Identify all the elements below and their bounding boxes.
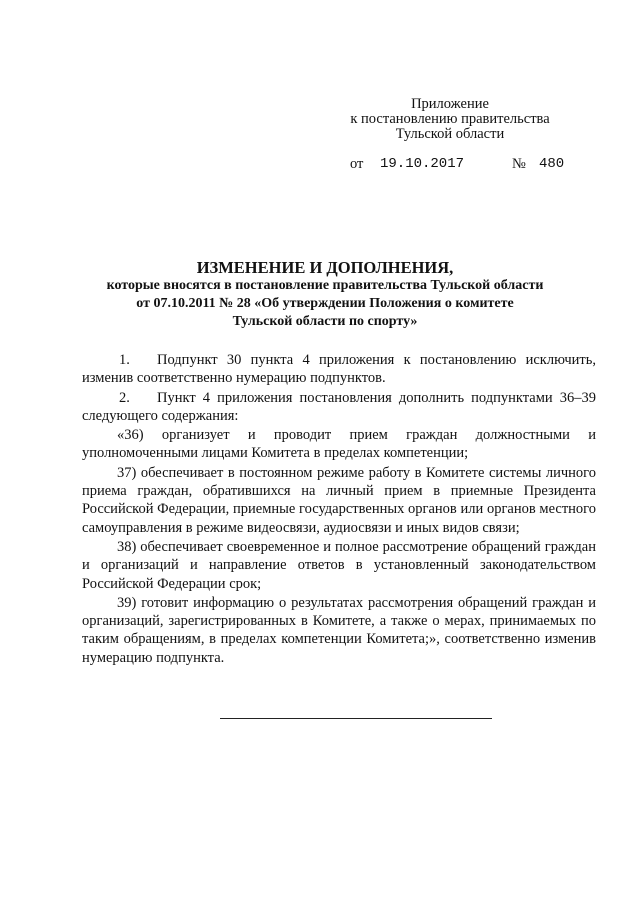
appendix-title: Приложение	[411, 96, 489, 112]
order-date: 19.10.2017	[380, 156, 465, 172]
paragraph-item-2	[82, 389, 596, 426]
item-text: Подпункт 30 пункта 4 приложения к постановлению исключить, изменив соответственно нумерацию подпунктов.	[82, 352, 596, 387]
appendix-reference: к постановлению правительства	[350, 111, 550, 127]
closing-divider	[220, 718, 492, 719]
item-number: 1.	[119, 352, 130, 368]
document-title	[60, 259, 590, 331]
order-number: 480	[539, 156, 565, 172]
appendix-header	[330, 97, 570, 142]
title-subtitle-line-2: от 07.10.2011 № 28 «Об утверждении Положения о комитете	[136, 296, 514, 311]
appendix-region: Тульской области	[395, 126, 505, 142]
document-body	[82, 351, 596, 667]
subpoint-36: «36) организует и проводит прием граждан должностными и уполномоченными лицами Комитета в пределах компетенции;	[82, 427, 596, 462]
item-text: Пункт 4 приложения постановления дополнить подпунктами 36–39 следующего содержания:	[82, 389, 596, 424]
order-number-label: №	[512, 156, 526, 172]
title-main: ИЗМЕНЕНИЕ И ДОПОЛНЕНИЯ,	[196, 258, 454, 277]
item-number: 2.	[119, 389, 130, 406]
order-date-label: от	[350, 156, 364, 172]
subpoint-39: 39) готовит информацию о результатах рассмотрения обращений граждан и организаций, зарегистрированных в Комитете, а также о мерах, принимаемых по таким обращениям, в пределах компетенции Комитета;», соответственно изменив нумерацию подпункта.	[82, 594, 596, 666]
title-subtitle-line-3: Тульской области по спорту»	[232, 314, 418, 329]
paragraph-item-1	[82, 351, 596, 388]
subpoint-37: 37) обеспечивает в постоянном режиме работу в Комитете системы личного приема граждан, обратившихся на личный прием в приемные Президента Российской Федерации, приемные государственных органов или органов местного самоуправления в режиме видеосвязи, аудиосвязи и иных видов связи;	[82, 464, 596, 536]
title-subtitle-line-1: которые вносятся в постановление правительства Тульской области	[106, 278, 544, 293]
subpoint-38: 38) обеспечивает своевременное и полное рассмотрение обращений граждан и организаций и направление ответов в установленный законодательством Российской Федерации срок;	[82, 538, 596, 592]
